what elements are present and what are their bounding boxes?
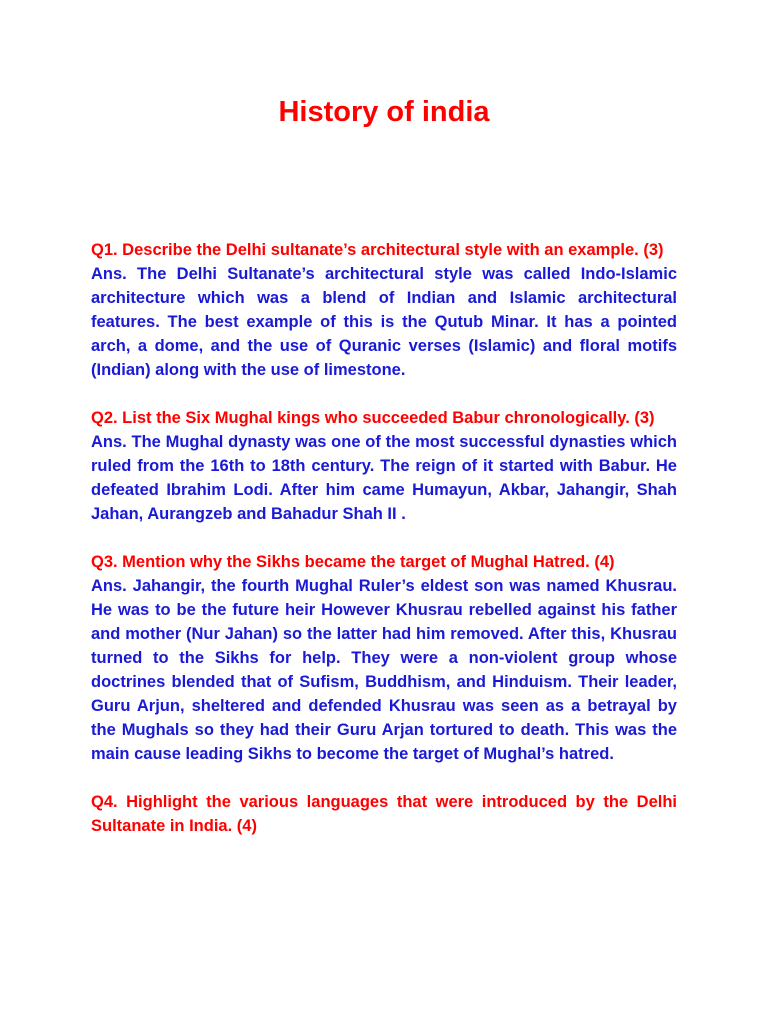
- document-body: [91, 238, 677, 862]
- qa-item-1: [91, 238, 677, 382]
- question-4: Q4. Highlight the various languages that were introduced by the Delhi Sultanate in India. (4): [91, 793, 677, 835]
- question-3: Q3. Mention why the Sikhs became the target of Mughal Hatred. (4): [91, 553, 615, 571]
- answer-1: Ans. The Delhi Sultanate’s architectural style was called Indo-Islamic architecture which was a blend of Indian and Islamic architectural features. The best example of this is the Qutub Minar. It has a pointed arch, a dome, and the use of Quranic verses (Islamic) and floral motifs (Indian) along with the use of limestone.: [91, 265, 677, 379]
- question-1: Q1. Describe the Delhi sultanate’s architectural style with an example. (3): [91, 241, 664, 259]
- answer-3: Ans. Jahangir, the fourth Mughal Ruler’s eldest son was named Khusrau. He was to be the future heir However Khusrau rebelled against his father and mother (Nur Jahan) so the latter had him removed. After this, Khusrau turned to the Sikhs for help. They were a non-violent group whose doctrines blended that of Sufism, Buddhism, and Hinduism. Their leader, Guru Arjun, sheltered and defended Khusrau was seen as a betrayal by the Mughals so they had their Guru Arjan tortured to death. This was the main cause leading Sikhs to become the target of Mughal’s hatred.: [91, 577, 677, 763]
- answer-2: Ans. The Mughal dynasty was one of the most successful dynasties which ruled from the 16th to 18th century. The reign of it started with Babur. He defeated Ibrahim Lodi. After him came Humayun, Akbar, Jahangir, Shah Jahan, Aurangzeb and Bahadur Shah II .: [91, 433, 677, 523]
- qa-item-3: [91, 550, 677, 766]
- qa-item-2: [91, 406, 677, 526]
- question-2: Q2. List the Six Mughal kings who succeeded Babur chronologically. (3): [91, 409, 655, 427]
- qa-item-4: [91, 790, 677, 838]
- document-title: History of india: [278, 96, 490, 128]
